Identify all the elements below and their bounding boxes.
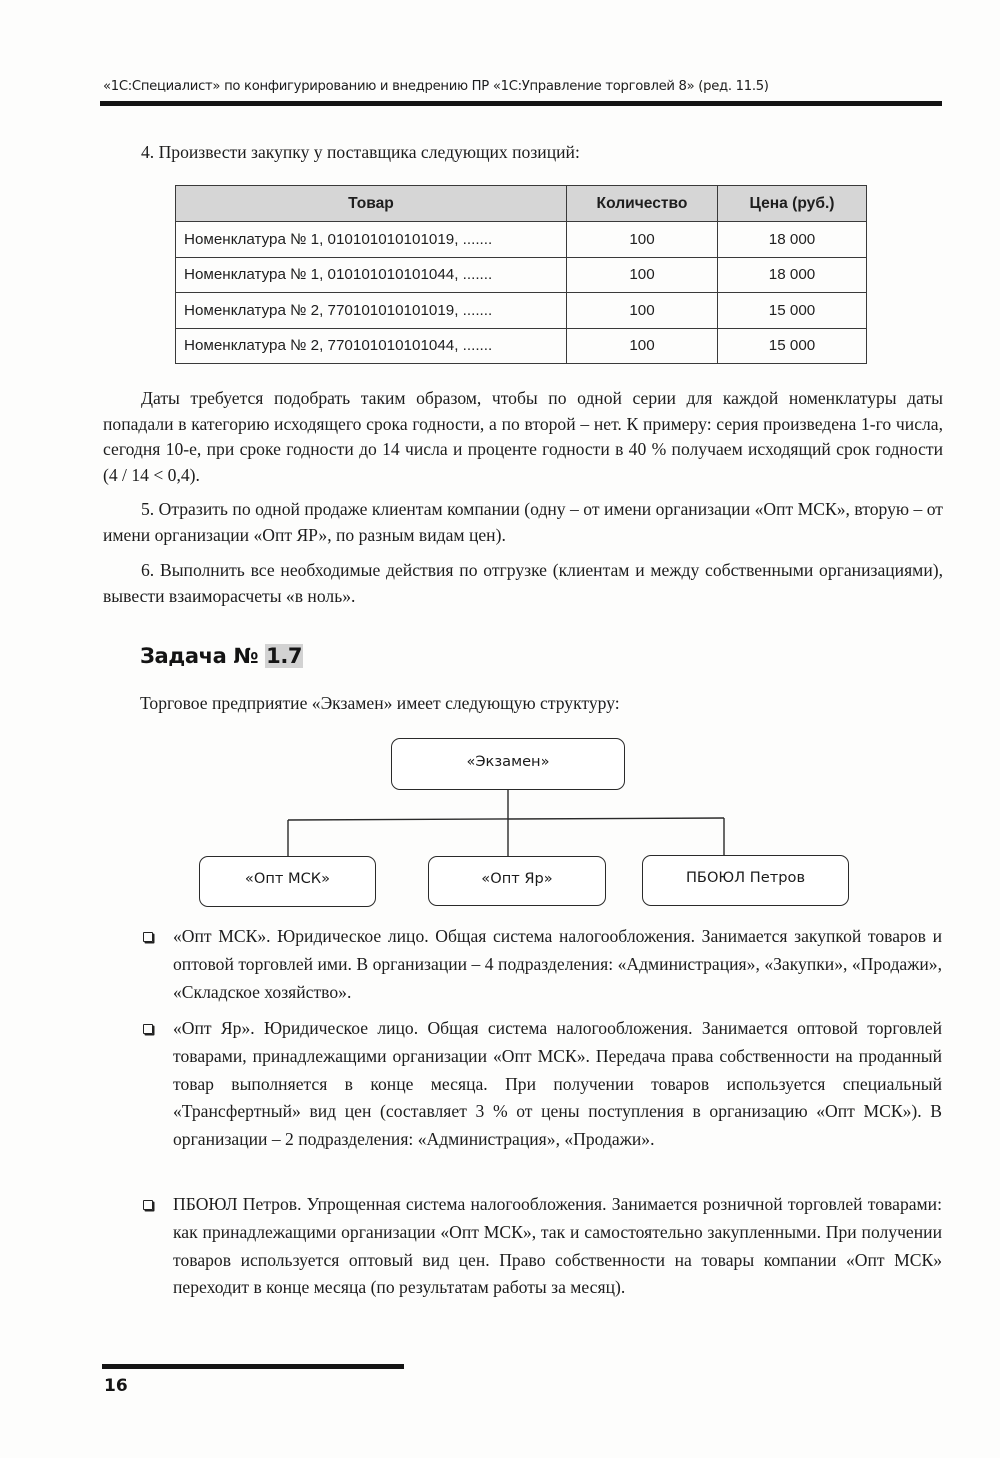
org-node-opt-msk: «Опт МСК» <box>199 856 376 907</box>
column-header-quantity: Количество <box>567 186 718 222</box>
cell-price: 15 000 <box>718 328 867 364</box>
task-heading-prefix: Задача № <box>140 644 266 668</box>
column-header-product: Товар <box>176 186 567 222</box>
item-6-text: 6. Выполнить все необходимые действия по отгрузке (клиентам и между собственными организациями), вывести взаиморасчеты «в ноль». <box>103 560 943 606</box>
bullet-text: «Опт МСК». Юридическое лицо. Общая система налогообложения. Занимается закупкой товаров и оптовой торговлей ими. В организации – 4 подразделения: «Администрация», «Закупки», «Продажи», «Складское хозяйство». <box>173 926 942 1002</box>
bullet-text: «Опт Яр». Юридическое лицо. Общая система налогообложения. Занимается оптовой торговлей товарами, принадлежащими организации «Опт МСК». Передача права собственности на проданный товар выполняется в конце месяца. При получении товаров используется специальный «Трансфертный» вид цен (составляет 3 % от цены поступления в организацию «Опт МСК»). В организации – 2 подразделения: «Администрация», «Продажи». <box>173 1018 942 1150</box>
cell-price: 18 000 <box>718 222 867 258</box>
task-intro: Торговое предприятие «Экзамен» имеет следующую структуру: <box>140 693 620 713</box>
cell-quantity: 100 <box>567 222 718 258</box>
item-4-text: 4. Произвести закупку у поставщика следующих позиций: <box>141 142 580 162</box>
cell-price: 15 000 <box>718 293 867 329</box>
table-row <box>176 293 867 329</box>
cell-quantity: 100 <box>567 293 718 329</box>
cell-product: Номенклатура № 1, 010101010101019, ....... <box>176 222 567 258</box>
table-row <box>176 328 867 364</box>
table-header-row <box>176 186 867 222</box>
cell-quantity: 100 <box>567 257 718 293</box>
table-row <box>176 222 867 258</box>
purchase-table <box>175 185 867 364</box>
org-node-root: «Экзамен» <box>391 738 625 790</box>
org-node-opt-yar: «Опт Яр» <box>428 856 606 906</box>
table-row <box>176 257 867 293</box>
bullet-item-pboul-petrov <box>140 1191 942 1302</box>
item-5-text: 5. Отразить по одной продаже клиентам компании (одну – от имени организации «Опт МСК», вторую – от имени организации «Опт ЯР», по разным видам цен). <box>103 499 943 545</box>
checkbox-square-icon <box>143 932 153 942</box>
bullet-text: ПБОЮЛ Петров. Упрощенная система налогообложения. Занимается розничной торговлей товарами: как принадлежащими организации «Опт МСК», так и самостоятельно закупленными. При получении товаров используется оптовый вид цен. Право собственности на товары компании «Опт МСК» переходит в конце месяца (по результатам работы за месяц). <box>173 1194 942 1298</box>
running-title: «1С:Специалист» по конфигурированию и внедрению ПР «1С:Управление торговлей 8» (ред. 11.5) <box>103 79 769 94</box>
dates-note-paragraph: Даты требуется подобрать таким образом, чтобы по одной серии для каждой номенклатуры даты попадали в категорию исходящего срока годности, а по второй – нет. К примеру: серия произведена 1-го числа, сегодня 10-е, при сроке годности до 14 числа и проценте годности в 40 % получаем исходящий срок годности (4 / 14 < 0,4). <box>103 388 943 485</box>
task-heading <box>140 644 303 668</box>
cell-quantity: 100 <box>567 328 718 364</box>
cell-product: Номенклатура № 1, 010101010101044, ....... <box>176 257 567 293</box>
footer-rule <box>102 1364 404 1369</box>
page-number: 16 <box>104 1376 128 1396</box>
column-header-price: Цена (руб.) <box>718 186 867 222</box>
cell-product: Номенклатура № 2, 770101010101044, ....... <box>176 328 567 364</box>
header-rule <box>100 101 942 106</box>
task-number: 1.7 <box>266 644 303 668</box>
bullet-item-opt-msk <box>140 923 942 1006</box>
org-node-pboul-petrov: ПБОЮЛ Петров <box>642 855 849 906</box>
cell-product: Номенклатура № 2, 770101010101019, ....... <box>176 293 567 329</box>
checkbox-square-icon <box>143 1024 153 1034</box>
cell-price: 18 000 <box>718 257 867 293</box>
bullet-item-opt-yar <box>140 1015 942 1154</box>
checkbox-square-icon <box>143 1200 153 1210</box>
